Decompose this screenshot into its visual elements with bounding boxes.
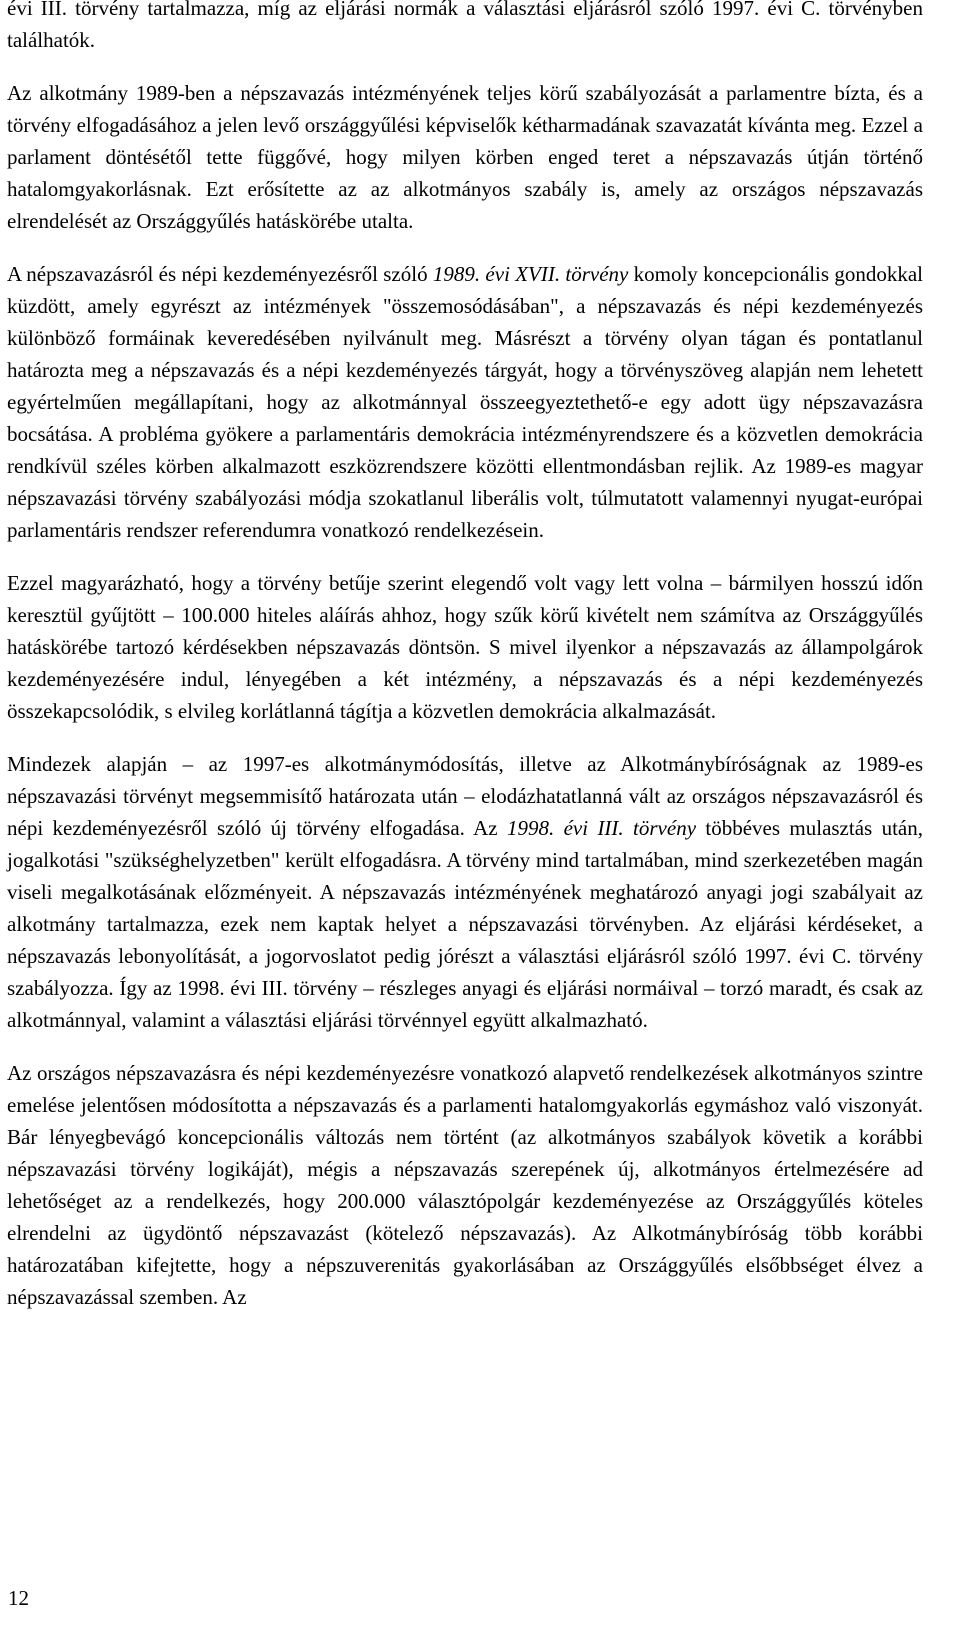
law-citation: 1998. évi III. törvény	[506, 816, 697, 840]
paragraph-text: évi III. törvény tartalmazza, míg az eljárási normák a választási eljárásról szóló 1997. évi C. törvényben találhatók.	[7, 0, 923, 52]
document-body	[7, 0, 923, 1334]
paragraph	[7, 748, 923, 1036]
paragraph	[7, 77, 923, 237]
paragraph-text: komoly koncepcionális gondokkal küzdött, amely egyrészt az intézmények "összemosódásában", a népszavazás és népi kezdeményezés különböző formáinak keveredésében nyilvánult meg. Másrészt a törvény olyan tágan és pontatlanul határozta meg a népszavazás és a népi kezdeményezés tárgyát, hogy a törvényszöveg alapján nem lehetett egyértelműen megállapítani, hogy az alkotmánnyal összeegyeztethető-e egy adott ügy népszavazásra bocsátása. A probléma gyökere a parlamentáris demokrácia intézményrendszere és a közvetlen demokrácia rendkívül széles körben alkalmazott eszközrendszere közötti ellentmondásban rejlik. Az 1989-es magyar népszavazási törvény szabályozási módja szokatlanul liberális volt, túlmutatott valamennyi nyugat-európai parlamentáris rendszer referendumra vonatkozó rendelkezésein.	[7, 262, 923, 542]
paragraph	[7, 258, 923, 546]
paragraph-text: Ezzel magyarázható, hogy a törvény betűje szerint elegendő volt vagy lett volna – bármilyen hosszú időn keresztül gyűjtött – 100.000 hiteles aláírás ahhoz, hogy szűk körű kivételt nem számítva az Országgyűlés hatáskörébe tartozó kérdésekben népszavazás döntsön. S mivel ilyenkor a népszavazás az állampolgárok kezdeményezésére indul, lényegében a két intézmény, a népszavazás és a népi kezdeményezés összekapcsolódik, s elvileg korlátlanná tágítja a közvetlen demokrácia alkalmazását.	[7, 571, 923, 723]
law-citation: 1989. évi XVII. törvény	[432, 262, 629, 286]
paragraph-text: Az alkotmány 1989-ben a népszavazás intézményének teljes körű szabályozását a parlamentre bízta, és a törvény elfogadásához a jelen levő országgyűlési képviselők kétharmadának szavazatát kívánta meg. Ezzel a parlament döntésétől tette függővé, hogy milyen körben enged teret a népszavazás útján történő hatalomgyakorlásnak. Ezt erősítette az az alkotmányos szabály is, amely az országos népszavazás elrendelését az Országgyűlés hatáskörébe utalta.	[7, 81, 923, 233]
paragraph-text: A népszavazásról és népi kezdeményezésről szóló	[7, 262, 433, 286]
paragraph	[7, 1057, 923, 1313]
paragraph-text: Mindezek alapján – az 1997-es alkotmánymódosítás, illetve az Alkotmánybíróságnak az 1989-es népszavazási törvényt megsemmisítő határozata után – elodázhatatlanná vált az országos népszavazásról és népi kezdeményezésről szóló új törvény elfogadása. Az	[7, 752, 923, 840]
paragraph-text: többéves mulasztás után, jogalkotási "szükséghelyzetben" került elfogadásra. A törvény mind tartalmában, mind szerkezetében magán viseli megalkotásának előzményeit. A népszavazás intézményének meghatározó anyagi jogi szabályait az alkotmány tartalmazza, ezek nem kaptak helyet a népszavazási törvényben. Az eljárási kérdéseket, a népszavazás lebonyolítását, a jogorvoslatot pedig jórészt a választási eljárásról szóló 1997. évi C. törvény szabályozza. Így az 1998. évi III. törvény – részleges anyagi és eljárási normáival – torzó maradt, és csak az alkotmánnyal, valamint a választási eljárási törvénnyel együtt alkalmazható.	[7, 816, 923, 1032]
paragraph-text: Az országos népszavazásra és népi kezdeményezésre vonatkozó alapvető rendelkezések alkotmányos szintre emelése jelentősen módosította a népszavazás és a parlamenti hatalomgyakorlás egymáshoz való viszonyát. Bár lényegbevágó koncepcionális változás nem történt (az alkotmányos szabályok követik a korábbi népszavazási törvény logikáját), mégis a népszavazás szerepének új, alkotmányos értelmezésére ad lehetőséget az a rendelkezés, hogy 200.000 választópolgár kezdeményezése az Országgyűlés köteles elrendelni az ügydöntő népszavazást (kötelező népszavazás). Az Alkotmánybíróság több korábbi határozatában kifejtette, hogy a népszuverenitás gyakorlásában az Országgyűlés elsőbbséget élvez a népszavazással szemben. Az	[7, 1061, 923, 1309]
page-number: 12	[8, 1586, 29, 1610]
paragraph	[7, 0, 923, 56]
paragraph	[7, 567, 923, 727]
